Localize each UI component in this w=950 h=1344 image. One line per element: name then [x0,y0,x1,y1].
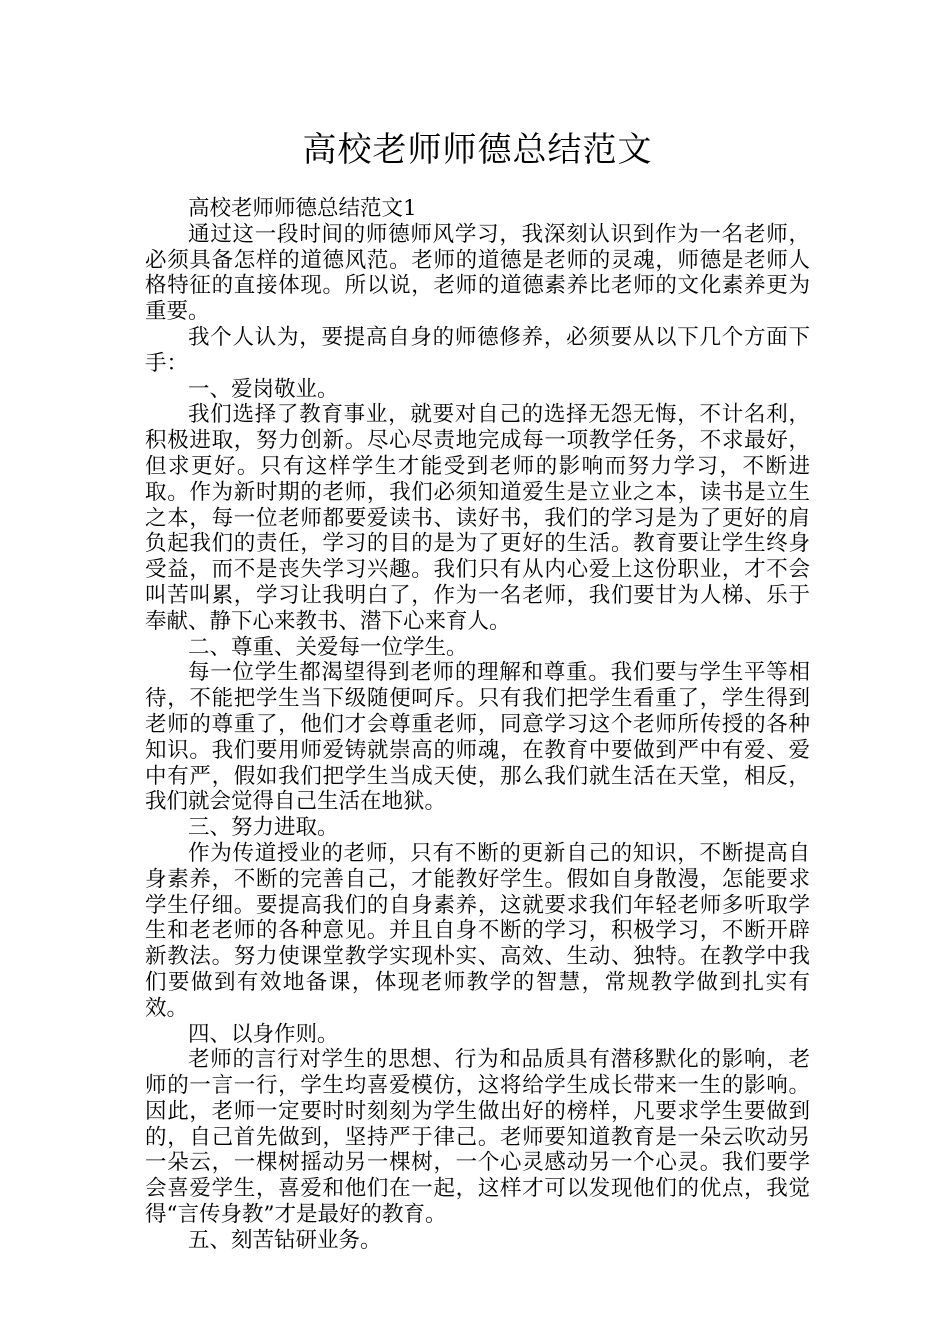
section-heading: 一、爱岗敬业。 [188,376,339,402]
section-heading: 五、刻苦钻研业务。 [188,1227,382,1253]
paragraph: 每一位学生都渴望得到老师的理解和尊重。我们要与学生平等相待，不能把学生当下级随便呵斥。只有我们把学生看重了，学生得到老师的尊重了，他们才会尊重老师，同意学习这个老师所传授的各种知识。我们要用师爱铸就崇高的师魂，在教育中要做到严中有爱、爱中有严，假如我们把学生当成天使，那么我们就生活在天堂，相反，我们就会觉得自己生活在地狱。 [145,660,810,815]
section-heading: 二、尊重、关爱每一位学生。 [188,634,468,660]
paragraph: 老师的言行对学生的思想、行为和品质具有潜移默化的影响，老师的一言一行，学生均喜爱模仿，这将给学生成长带来一生的影响。因此，老师一定要时时刻刻为学生做出好的榜样，凡要求学生要做到的，自己首先做到，坚持严于律己。老师要知道教育是一朵云吹动另一朵云，一棵树摇动另一棵树，一个心灵感动另一个心灵。我们要学会喜爱学生，喜爱和他们在一起，这样才可以发现他们的优点，我觉得“言传身教”才是最好的教育。 [145,1047,810,1228]
paragraph: 通过这一段时间的师德师风学习，我深刻认识到作为一名老师，必须具备怎样的道德风范。老师的道德是老师的灵魂，师德是老师人格特征的直接体现。所以说，老师的道德素养比老师的文化素养更为重要。 [145,221,810,325]
document-title: 高校老师师德总结范文 [302,130,653,170]
paragraph: 我们选择了教育事业，就要对自己的选择无怨无悔，不计名利，积极进取，努力创新。尽心尽责地完成每一项教学任务，不求最好，但求更好。只有这样学生才能受到老师的影响而努力学习，不断进取。作为新时期的老师，我们必须知道爱生是立业之本，读书是立生之本，每一位老师都要爱读书、读好书，我们的学习是为了更好的肩负起我们的责任，学习的目的是为了更好的生活。教育要让学生终身受益，而不是丧失学习兴趣。我们只有从内心爱上这份职业，才不会叫苦叫累，学习让我明白了，作为一名老师，我们要甘为人梯、乐于奉献、静下心来教书、潜下心来育人。 [145,402,810,634]
section-heading: 三、努力进取。 [188,815,339,841]
paragraph: 作为传道授业的老师，只有不断的更新自己的知识，不断提高自身素养，不断的完善自己，才能教好学生。假如自身散漫，怎能要求学生仔细。要提高我们的自身素养，这就要求我们年轻老师多听取学生和老老师的各种意见。并且自身不断的学习，积极学习，不断开辟新教法。努力使课堂教学实现朴实、高效、生动、独特。在教学中我们要做到有效地备课，体现老师教学的智慧，常规教学做到扎实有效。 [145,840,810,1021]
section-heading: 高校老师师德总结范文1 [188,196,417,221]
paragraph: 我个人认为，要提高自身的师德修养，必须要从以下几个方面下手： [145,324,810,376]
document-body [145,196,810,1254]
section-heading: 四、以身作则。 [188,1021,339,1047]
